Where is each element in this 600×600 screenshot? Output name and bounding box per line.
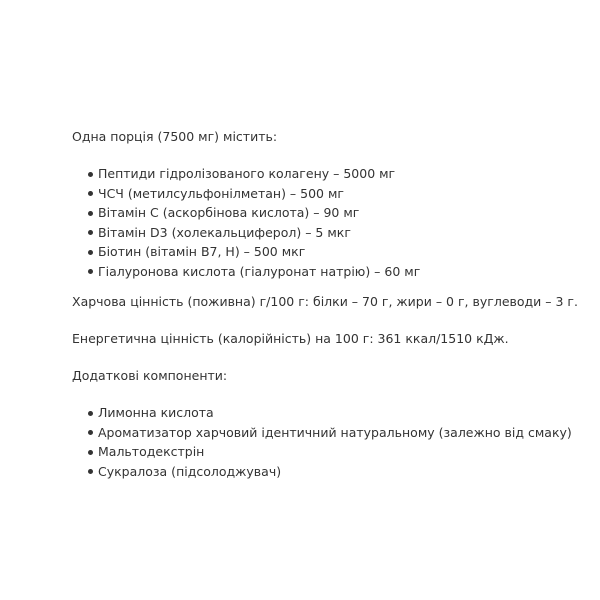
bullet-icon [88,450,93,455]
serving-heading: Одна порція (7500 мг) містить: [72,129,278,144]
list-item-text: Вітамін D3 (холекальциферол) – 5 мкг [98,224,351,240]
additional-heading: Додаткові компоненти: [72,368,228,383]
additional-components-list [72,403,592,481]
bullet-icon [88,230,93,235]
nutrition-value: Харчова цінність (поживна) г/100 г: білки – 70 г, жири – 0 г, вуглеводи – 3 г. [72,294,578,309]
list-item-text: Лимонна кислота [98,405,214,420]
bullet-icon [88,191,93,196]
list-item [72,203,592,223]
list-item-text: Ароматизатор харчовий ідентичний натуральному (залежно від смаку) [98,424,572,440]
list-item-text: Вітамін C (аскорбінова кислота) – 90 мг [98,205,360,220]
bullet-icon [88,469,93,474]
list-item [72,462,592,482]
list-item [72,262,592,282]
bullet-icon [88,411,93,416]
list-item-text: Сукралоза (підсолоджувач) [98,463,282,479]
list-item-text: ЧСЧ (метилсульфонілметан) – 500 мг [98,185,344,201]
bullet-icon [88,430,93,435]
list-item [72,442,592,462]
list-item-text: Біотин (вітамін B7, H) – 500 мкг [98,244,306,259]
bullet-icon [88,269,93,274]
bullet-icon [88,172,93,177]
bullet-icon [88,211,93,216]
product-composition [72,127,592,481]
energy-value: Енергетична цінність (калорійність) на 100 г: 361 ккал/1510 кДж. [72,331,509,346]
list-item-text: Гіалуронова кислота (гіалуронат натрію) – 60 мг [98,263,421,279]
ingredients-list [72,164,592,281]
list-item-text: Мальтодекстрін [98,444,205,459]
list-item [72,403,592,423]
list-item [72,164,592,184]
list-item [72,184,592,204]
bullet-icon [88,250,93,255]
list-item-text: Пептиди гідролізованого колагену – 5000 мг [98,166,396,181]
list-item [72,242,592,262]
list-item [72,223,592,243]
list-item [72,423,592,443]
